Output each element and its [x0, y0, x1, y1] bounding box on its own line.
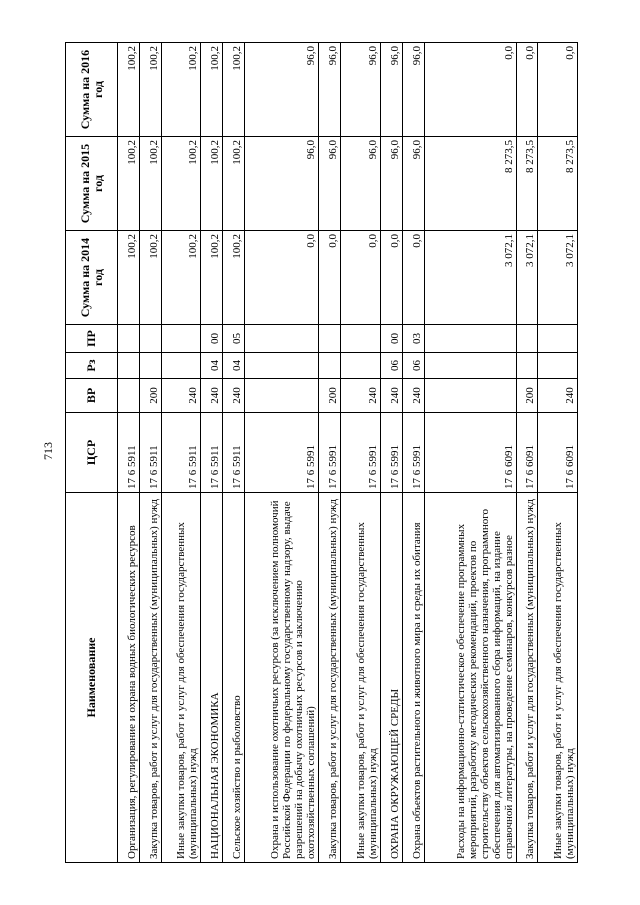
cell-rz [244, 353, 318, 379]
cell-2015: 96,0 [244, 137, 318, 231]
col-header-2015: Сумма на 2015 год [66, 137, 118, 231]
cell-2016: 100,2 [223, 43, 245, 137]
cell-2016: 0,0 [538, 43, 578, 137]
cell-csr: 17 6 6091 [516, 413, 538, 493]
col-header-2016: Сумма на 2016 год [66, 43, 118, 137]
cell-name: Охрана объектов растительного и животного мира и среды их обитания [402, 493, 424, 863]
cell-2016: 100,2 [201, 43, 223, 137]
cell-pr [341, 325, 380, 353]
cell-2015: 96,0 [380, 137, 402, 231]
cell-name: ОХРАНА ОКРУЖАЮЩЕЙ СРЕДЫ [380, 493, 402, 863]
cell-csr: 17 6 5991 [380, 413, 402, 493]
cell-2015: 8 273,5 [516, 137, 538, 231]
table-row [139, 43, 161, 863]
table-row [223, 43, 245, 863]
col-header-pr: ПР [66, 325, 118, 353]
cell-rz [424, 353, 516, 379]
table-row [424, 43, 516, 863]
cell-csr: 17 6 5911 [118, 413, 140, 493]
cell-2014: 100,2 [223, 231, 245, 325]
cell-vr: 200 [516, 379, 538, 413]
cell-csr: 17 6 5911 [139, 413, 161, 493]
cell-rz [538, 353, 578, 379]
cell-2015: 96,0 [402, 137, 424, 231]
cell-pr: 00 [380, 325, 402, 353]
cell-vr: 240 [538, 379, 578, 413]
cell-vr [118, 379, 140, 413]
col-header-name: Наименование [66, 493, 118, 863]
cell-2015: 100,2 [118, 137, 140, 231]
table-row [118, 43, 140, 863]
cell-2016: 100,2 [161, 43, 200, 137]
cell-vr: 200 [319, 379, 341, 413]
cell-pr: 03 [402, 325, 424, 353]
cell-pr [118, 325, 140, 353]
cell-pr: 05 [223, 325, 245, 353]
cell-2014: 100,2 [201, 231, 223, 325]
cell-vr: 240 [402, 379, 424, 413]
cell-pr [161, 325, 200, 353]
cell-csr: 17 6 5991 [402, 413, 424, 493]
cell-2015: 96,0 [319, 137, 341, 231]
cell-vr: 240 [161, 379, 200, 413]
table-row [516, 43, 538, 863]
cell-2016: 0,0 [516, 43, 538, 137]
page-number: 713 [41, 442, 55, 460]
cell-name: Расходы на информационно-статистическое обеспечение программных мероприятий, разработку методических рекомендаций, проектов по строительству объектов сельскохозяйственного назначения, программного обеспечения для автоматизированного сбора информаций, на издание справочной литературы, на проведение семинаров, конкурсов разное [424, 493, 516, 863]
cell-rz: 06 [380, 353, 402, 379]
cell-2015: 8 273,5 [424, 137, 516, 231]
cell-2016: 100,2 [118, 43, 140, 137]
col-header-2014: Сумма на 2014 год [66, 231, 118, 325]
col-header-rz: Рз [66, 353, 118, 379]
cell-vr: 240 [201, 379, 223, 413]
cell-2016: 96,0 [319, 43, 341, 137]
cell-rz [319, 353, 341, 379]
cell-name: Охрана и использование охотничьих ресурсов (за исключением полномочий Российской Федерации по федеральному государственному надзору, выдаче разрешений на добычу охотничьих ресурсов и заключению охотхозяйственных соглашений) [244, 493, 318, 863]
cell-2016: 96,0 [244, 43, 318, 137]
cell-pr [139, 325, 161, 353]
cell-2015: 100,2 [201, 137, 223, 231]
cell-2016: 100,2 [139, 43, 161, 137]
table-row [244, 43, 318, 863]
cell-2016: 0,0 [424, 43, 516, 137]
table-row [402, 43, 424, 863]
budget-table-container [65, 43, 578, 863]
cell-2014: 3 072,1 [424, 231, 516, 325]
cell-2014: 100,2 [161, 231, 200, 325]
cell-2014: 100,2 [139, 231, 161, 325]
cell-name: Иные закупки товаров, работ и услуг для обеспечения государственных (муниципальных) нужд [538, 493, 578, 863]
budget-table [65, 42, 578, 863]
cell-rz: 04 [223, 353, 245, 379]
cell-2015: 96,0 [341, 137, 380, 231]
cell-csr: 17 6 5991 [319, 413, 341, 493]
cell-name: Закупка товаров, работ и услуг для государственных (муниципальных) нужд [516, 493, 538, 863]
cell-vr: 240 [380, 379, 402, 413]
cell-2016: 96,0 [402, 43, 424, 137]
cell-name: Сельское хозяйство и рыболовство [223, 493, 245, 863]
cell-csr: 17 6 6091 [538, 413, 578, 493]
cell-2014: 0,0 [319, 231, 341, 325]
cell-2014: 100,2 [118, 231, 140, 325]
cell-rz [161, 353, 200, 379]
table-row [380, 43, 402, 863]
cell-vr: 240 [223, 379, 245, 413]
cell-2015: 8 273,5 [538, 137, 578, 231]
col-header-csr: ЦСР [66, 413, 118, 493]
cell-name: НАЦИОНАЛЬНАЯ ЭКОНОМИКА [201, 493, 223, 863]
cell-csr: 17 6 5991 [244, 413, 318, 493]
cell-rz: 06 [402, 353, 424, 379]
cell-2014: 0,0 [380, 231, 402, 325]
table-row [201, 43, 223, 863]
cell-csr: 17 6 5911 [223, 413, 245, 493]
cell-name: Иные закупки товаров, работ и услуг для обеспечения государственных (муниципальных) нужд [341, 493, 380, 863]
cell-2015: 100,2 [223, 137, 245, 231]
cell-2014: 0,0 [402, 231, 424, 325]
cell-vr: 200 [139, 379, 161, 413]
cell-name: Закупка товаров, работ и услуг для государственных (муниципальных) нужд [319, 493, 341, 863]
table-row [538, 43, 578, 863]
cell-pr [244, 325, 318, 353]
table-row [161, 43, 200, 863]
cell-rz [341, 353, 380, 379]
cell-2014: 3 072,1 [516, 231, 538, 325]
col-header-vr: ВР [66, 379, 118, 413]
cell-2015: 100,2 [139, 137, 161, 231]
cell-vr [244, 379, 318, 413]
cell-rz [118, 353, 140, 379]
cell-2016: 96,0 [341, 43, 380, 137]
cell-csr: 17 6 6091 [424, 413, 516, 493]
cell-csr: 17 6 5911 [201, 413, 223, 493]
table-header-row [66, 43, 118, 863]
table-row [341, 43, 380, 863]
cell-2014: 0,0 [244, 231, 318, 325]
cell-pr [319, 325, 341, 353]
cell-csr: 17 6 5911 [161, 413, 200, 493]
cell-name: Организация, регулирование и охрана водных биологических ресурсов [118, 493, 140, 863]
cell-vr [424, 379, 516, 413]
cell-rz [516, 353, 538, 379]
cell-pr: 00 [201, 325, 223, 353]
cell-2016: 96,0 [380, 43, 402, 137]
cell-rz: 04 [201, 353, 223, 379]
cell-pr [424, 325, 516, 353]
cell-name: Иные закупки товаров, работ и услуг для обеспечения государственных (муниципальных) нужд [161, 493, 200, 863]
cell-pr [538, 325, 578, 353]
cell-2014: 3 072,1 [538, 231, 578, 325]
cell-csr: 17 6 5991 [341, 413, 380, 493]
cell-2014: 0,0 [341, 231, 380, 325]
cell-vr: 240 [341, 379, 380, 413]
cell-2015: 100,2 [161, 137, 200, 231]
table-body [118, 43, 578, 863]
cell-pr [516, 325, 538, 353]
cell-name: Закупка товаров, работ и услуг для государственных (муниципальных) нужд [139, 493, 161, 863]
cell-rz [139, 353, 161, 379]
table-row [319, 43, 341, 863]
